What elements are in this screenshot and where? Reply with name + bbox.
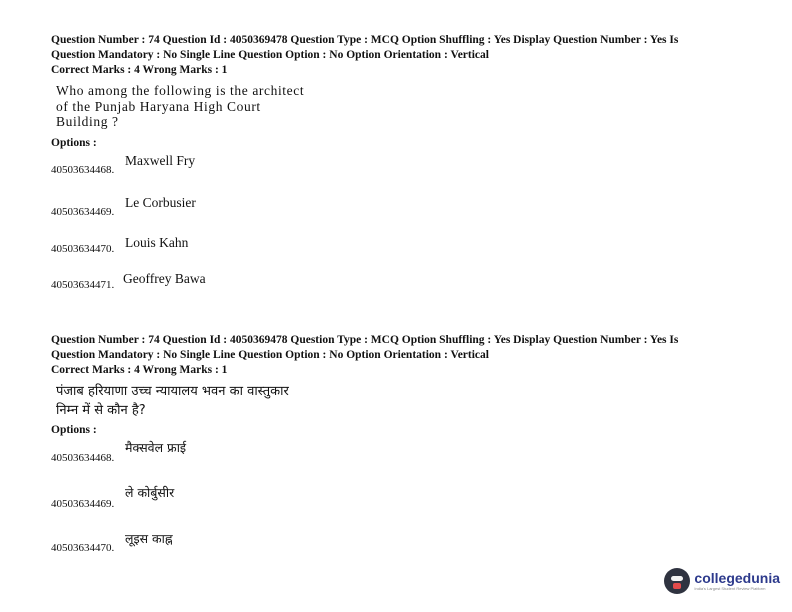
option-id: 40503634470.: [51, 242, 115, 255]
question-marks: Correct Marks : 4 Wrong Marks : 1: [51, 364, 228, 376]
logo-tagline: India's Largest Student Review Platform: [694, 585, 766, 591]
question-text-line-3: Building ?: [56, 114, 119, 129]
question-meta-line-2: Question Mandatory : No Single Line Question Option : No Option Orientation : Vertical: [51, 349, 489, 361]
question-text-line-1: पंजाब हरियाणा उच्च न्यायालय भवन का वास्तुकार: [56, 384, 289, 399]
option-text: मैक्सवेल फ्राई: [125, 440, 187, 455]
options-label: Options :: [51, 136, 97, 149]
option-id: 40503634468.: [51, 452, 115, 464]
question-marks: Correct Marks : 4 Wrong Marks : 1: [51, 64, 228, 76]
question-meta-line-1: Question Number : 74 Question Id : 4050369478 Question Type : MCQ Option Shuffling : Yes Display Question Number : Yes Is: [51, 334, 679, 346]
question-text-line-2: निम्न में से कौन है?: [56, 403, 146, 418]
option-text: Le Corbusier: [125, 194, 196, 210]
option-id: 40503634469.: [51, 205, 115, 218]
option-id: 40503634471.: [51, 278, 115, 291]
logo-name: collegedunia: [694, 569, 780, 586]
option-id: 40503634470.: [51, 542, 115, 554]
question-meta-line-2: Question Mandatory : No Single Line Question Option : No Option Orientation : Vertical: [51, 49, 489, 61]
option-text: ले कोर्बुसीर: [125, 485, 175, 500]
options-list: [51, 149, 751, 309]
option-text: Louis Kahn: [125, 234, 189, 250]
question-text-line-2: of the Punjab Haryana High Court: [56, 98, 261, 114]
options-label: Options :: [51, 424, 97, 436]
option-text: Geoffrey Bawa: [123, 270, 206, 286]
question-text-line-1: Who among the following is the architect: [56, 83, 305, 98]
option-text: Maxwell Fry: [125, 152, 196, 168]
option-id: 40503634469.: [51, 498, 115, 510]
options-list: [51, 436, 751, 566]
mascot-icon: [664, 568, 690, 594]
collegedunia-logo: [664, 568, 780, 594]
question-meta-line-1: Question Number : 74 Question Id : 4050369478 Question Type : MCQ Option Shuffling : Yes Display Question Number : Yes Is: [51, 34, 679, 46]
option-text: लूइस काह्न: [125, 531, 173, 546]
option-id: 40503634468.: [51, 163, 115, 176]
question-block-english: [51, 33, 751, 309]
question-block-hindi: [51, 333, 751, 566]
